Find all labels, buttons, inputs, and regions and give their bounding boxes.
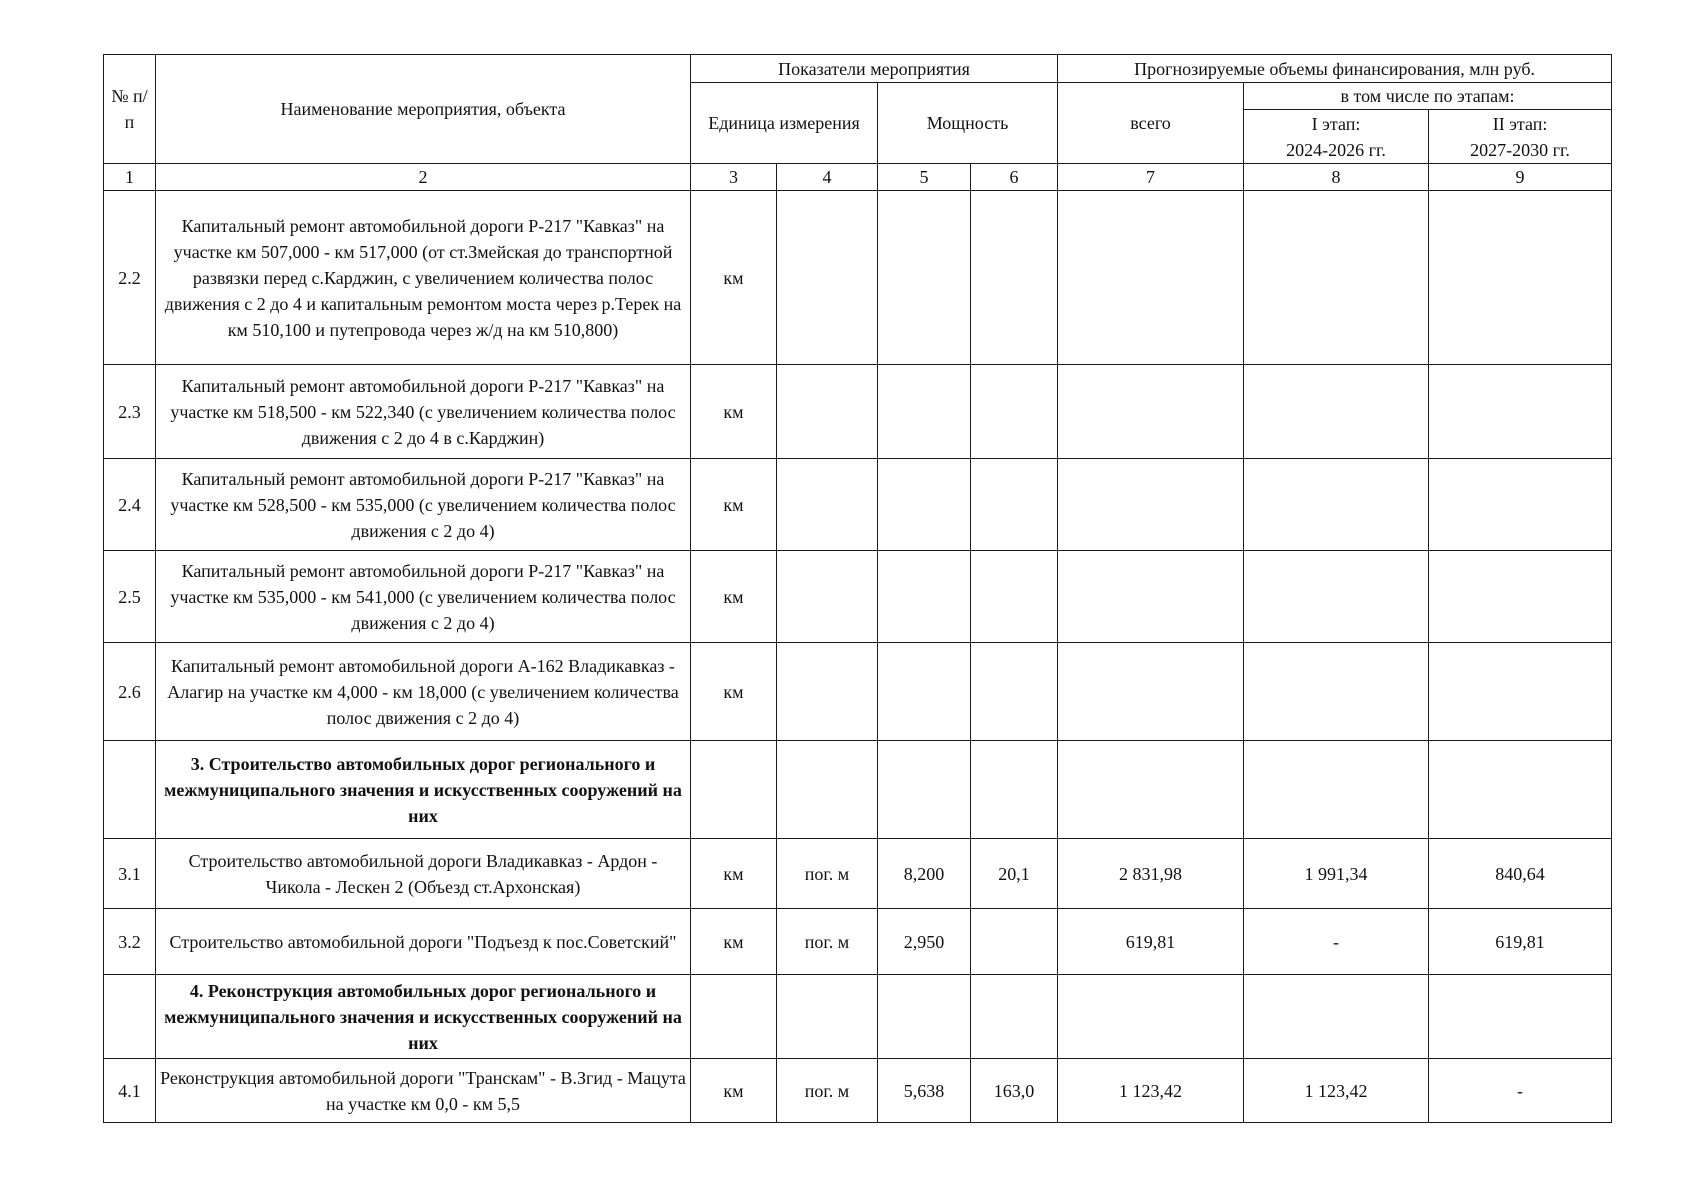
row-capacity-km: [878, 459, 971, 551]
row-stage-1: [1244, 191, 1429, 365]
col-number: 8: [1244, 164, 1429, 191]
row-no: 2.5: [104, 551, 156, 643]
row-capacity-km: 5,638: [878, 1059, 971, 1123]
section-title: 3. Строительство автомобильных дорог регионального и межмуниципального значения и искусственных сооружений на них: [156, 741, 691, 839]
row-unit-km: км: [691, 191, 777, 365]
col-number: 9: [1429, 164, 1612, 191]
empty-cell: [971, 975, 1058, 1059]
row-total: [1058, 191, 1244, 365]
row-unit-m: [777, 365, 878, 459]
row-capacity-m: [971, 551, 1058, 643]
stage-1-label: I этап:: [1311, 113, 1361, 134]
row-capacity-km: [878, 643, 971, 741]
empty-cell: [777, 741, 878, 839]
header-by-stages: в том числе по этапам:: [1244, 83, 1612, 110]
empty-cell: [777, 975, 878, 1059]
row-unit-km: км: [691, 839, 777, 909]
row-capacity-m: [971, 643, 1058, 741]
row-total: [1058, 365, 1244, 459]
table-row: [104, 551, 1612, 643]
empty-cell: [1429, 741, 1612, 839]
row-name: Капитальный ремонт автомобильной дороги Р-217 "Кавказ" на участке км 535,000 - км 541,000 (с увеличением количества полос движения с 2 до 4): [156, 551, 691, 643]
header-stage-1: [1244, 110, 1429, 164]
row-no: 3.1: [104, 839, 156, 909]
header-unit: Единица измерения: [691, 83, 878, 164]
row-capacity-km: 2,950: [878, 909, 971, 975]
row-unit-m: [777, 643, 878, 741]
stage-1-years: 2024-2026 гг.: [1286, 139, 1386, 160]
row-capacity-km: [878, 365, 971, 459]
row-unit-km: км: [691, 909, 777, 975]
row-stage-2: [1429, 365, 1612, 459]
header-stage-2: [1429, 110, 1612, 164]
row-name: Капитальный ремонт автомобильной дороги Р-217 "Кавказ" на участке км 507,000 - км 517,000 (от ст.Змейская до транспортной развязки перед с.Карджин, с увеличением количества полос движения с 2 до 4 и капитальным ремонтом моста через р.Терек на км 510,100 и путепровода через ж/д на км 510,800): [156, 191, 691, 365]
row-no: 2.6: [104, 643, 156, 741]
empty-cell: [1244, 975, 1429, 1059]
row-stage-1: 1 991,34: [1244, 839, 1429, 909]
col-number: 7: [1058, 164, 1244, 191]
table-row: [104, 191, 1612, 365]
header-forecast: Прогнозируемые объемы финансирования, млн руб.: [1058, 55, 1612, 83]
header-total: всего: [1058, 83, 1244, 164]
empty-cell: [1429, 975, 1612, 1059]
row-unit-km: км: [691, 1059, 777, 1123]
row-capacity-m: [971, 191, 1058, 365]
empty-cell: [971, 741, 1058, 839]
row-unit-km: км: [691, 459, 777, 551]
row-capacity-km: [878, 191, 971, 365]
row-no: 2.3: [104, 365, 156, 459]
header-no: № п/п: [104, 55, 156, 164]
row-capacity-m: [971, 459, 1058, 551]
empty-cell: [691, 975, 777, 1059]
row-total: 1 123,42: [1058, 1059, 1244, 1123]
row-stage-1: [1244, 459, 1429, 551]
empty-cell: [1058, 741, 1244, 839]
row-stage-1: 1 123,42: [1244, 1059, 1429, 1123]
section-title: 4. Реконструкция автомобильных дорог регионального и межмуниципального значения и искусственных сооружений на них: [156, 975, 691, 1059]
row-unit-km: км: [691, 365, 777, 459]
section-no: [104, 741, 156, 839]
row-stage-2: [1429, 643, 1612, 741]
row-unit-m: пог. м: [777, 909, 878, 975]
col-number: 4: [777, 164, 878, 191]
row-stage-2: [1429, 459, 1612, 551]
empty-cell: [1244, 741, 1429, 839]
section-row: [104, 741, 1612, 839]
row-unit-m: [777, 551, 878, 643]
col-number: 3: [691, 164, 777, 191]
row-stage-1: [1244, 551, 1429, 643]
row-stage-1: -: [1244, 909, 1429, 975]
row-stage-2: 619,81: [1429, 909, 1612, 975]
row-name: Строительство автомобильной дороги "Подъезд к пос.Советский": [156, 909, 691, 975]
col-number: 5: [878, 164, 971, 191]
row-unit-m: пог. м: [777, 1059, 878, 1123]
table-row: [104, 909, 1612, 975]
financing-table: [103, 54, 1612, 1123]
empty-cell: [878, 975, 971, 1059]
header-row-1: [104, 55, 1612, 83]
row-stage-2: -: [1429, 1059, 1612, 1123]
row-name: Реконструкция автомобильной дороги "Транскам" - В.Згид - Мацута на участке км 0,0 - км 5,5: [156, 1059, 691, 1123]
col-number: 2: [156, 164, 691, 191]
row-unit-km: км: [691, 551, 777, 643]
stage-2-label: II этап:: [1492, 113, 1548, 134]
row-total: 619,81: [1058, 909, 1244, 975]
row-no: 2.2: [104, 191, 156, 365]
table-row: [104, 643, 1612, 741]
col-number: 1: [104, 164, 156, 191]
row-total: [1058, 643, 1244, 741]
row-name: Капитальный ремонт автомобильной дороги А-162 Владикавказ - Алагир на участке км 4,000 - км 18,000 (с увеличением количества полос движения с 2 до 4): [156, 643, 691, 741]
column-number-row: [104, 164, 1612, 191]
col-number: 6: [971, 164, 1058, 191]
row-capacity-m: 163,0: [971, 1059, 1058, 1123]
row-capacity-km: 8,200: [878, 839, 971, 909]
row-total: [1058, 459, 1244, 551]
row-no: 4.1: [104, 1059, 156, 1123]
row-capacity-m: 20,1: [971, 839, 1058, 909]
row-no: 2.4: [104, 459, 156, 551]
row-capacity-m: [971, 365, 1058, 459]
row-stage-2: [1429, 191, 1612, 365]
row-total: [1058, 551, 1244, 643]
row-stage-1: [1244, 365, 1429, 459]
header-name: Наименование мероприятия, объекта: [156, 55, 691, 164]
empty-cell: [878, 741, 971, 839]
empty-cell: [1058, 975, 1244, 1059]
section-no: [104, 975, 156, 1059]
row-unit-km: км: [691, 643, 777, 741]
row-name: Строительство автомобильной дороги Владикавказ - Ардон - Чикола - Лескен 2 (Объезд ст.Архонская): [156, 839, 691, 909]
table-row: [104, 1059, 1612, 1123]
row-unit-m: пог. м: [777, 839, 878, 909]
row-total: 2 831,98: [1058, 839, 1244, 909]
section-row: [104, 975, 1612, 1059]
row-stage-1: [1244, 643, 1429, 741]
row-name: Капитальный ремонт автомобильной дороги Р-217 "Кавказ" на участке км 518,500 - км 522,340 (с увеличением количества полос движения с 2 до 4 в с.Карджин): [156, 365, 691, 459]
row-no: 3.2: [104, 909, 156, 975]
header-capacity: Мощность: [878, 83, 1058, 164]
table-row: [104, 459, 1612, 551]
empty-cell: [691, 741, 777, 839]
row-name: Капитальный ремонт автомобильной дороги Р-217 "Кавказ" на участке км 528,500 - км 535,000 (с увеличением количества полос движения с 2 до 4): [156, 459, 691, 551]
row-capacity-m: [971, 909, 1058, 975]
row-stage-2: [1429, 551, 1612, 643]
table-row: [104, 365, 1612, 459]
row-capacity-km: [878, 551, 971, 643]
header-indicators: Показатели мероприятия: [691, 55, 1058, 83]
row-unit-m: [777, 459, 878, 551]
stage-2-years: 2027-2030 гг.: [1470, 139, 1570, 160]
table-row: [104, 839, 1612, 909]
row-stage-2: 840,64: [1429, 839, 1612, 909]
row-unit-m: [777, 191, 878, 365]
